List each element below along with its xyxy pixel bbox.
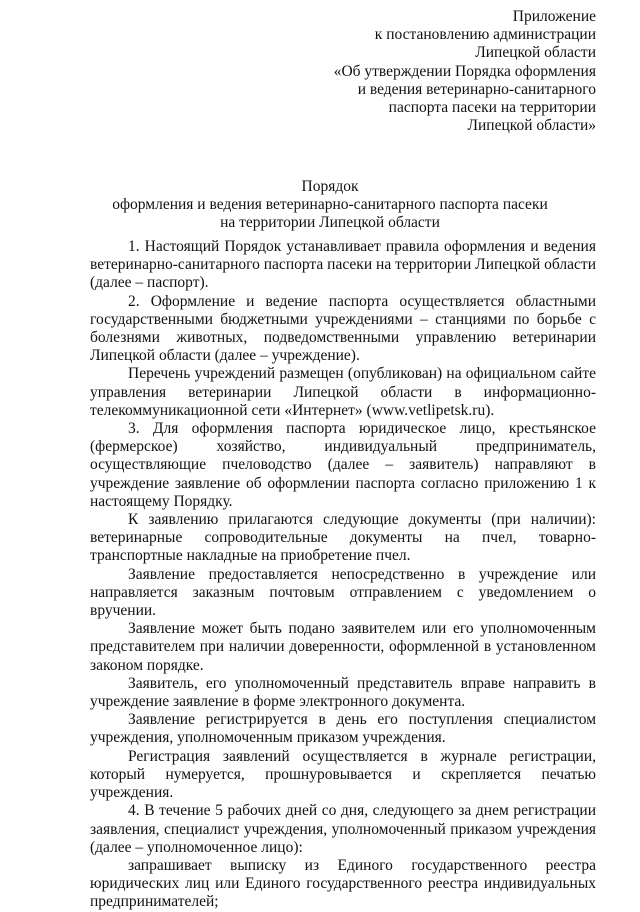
paragraph: Заявление регистрируется в день его поступления специалистом учреждения, уполномоченным приказом учреждения. [90, 711, 596, 747]
approval-line: и ведения ветеринарно-санитарного [357, 80, 596, 98]
paragraph: Перечень учреждений размещен (опубликован) на официальном сайте управления ветеринарии Липецкой области в информационно-телекоммуникационной сети «Интернет» (www.vetlipetsk.ru). [90, 365, 596, 419]
paragraph: Регистрация заявлений осуществляется в журнале регистрации, который нумеруется, прошнуровывается и скрепляется печатью учреждения. [90, 747, 596, 802]
paragraph: Заявитель, его уполномоченный представитель вправе направить в учреждение заявление в форме электронного документа. [90, 674, 596, 711]
approval-block [296, 8, 596, 135]
approval-line: «Об утверждении Порядка оформления [333, 62, 596, 80]
paragraph: К заявлению прилагаются следующие документы (при наличии): ветеринарные сопроводительные документы на пчел, товарно-транспортные накладные на приобретение пчел. [90, 511, 596, 565]
approval-line: к постановлению администрации [374, 26, 596, 44]
paragraph: 4. В течение 5 рабочих дней со дня, следующего за днем регистрации заявления, специалист учреждения, уполномоченный приказом учреждения (далее – уполномоченное лицо): [90, 802, 596, 856]
paragraph: Заявление предоставляется непосредственно в учреждение или направляется заказным почтовым отправлением с уведомлением о вручении. [90, 565, 596, 620]
document-subtitle-line: оформления и ведения ветеринарно-санитарного паспорта пасеки [112, 196, 548, 214]
document-heading [60, 178, 600, 233]
document-title: Порядок [301, 178, 359, 195]
paragraph: 3. Для оформления паспорта юридическое лицо, крестьянское (фермерское) хозяйство, индивидуальный предприниматель, осуществляющие пчеловодство (далее – заявитель) направляют в учреждение заявление об оформлении паспорта согласно приложению 1 к настоящему Порядку. [90, 420, 596, 510]
document-body [90, 238, 596, 912]
approval-line: Липецкой области» [467, 117, 596, 135]
paragraph: запрашивает выписку из Единого государственного реестра юридических лиц или Единого государственного реестра индивидуальных предпринимателей; [90, 856, 596, 911]
paragraph: Заявление может быть подано заявителем или его уполномоченным представителем при наличии доверенности, оформленной в установленном законом порядке. [90, 620, 596, 674]
paragraph: 1. Настоящий Порядок устанавливает правила оформления и ведения ветеринарно-санитарного паспорта пасеки на территории Липецкой области (далее – паспорт). [90, 238, 596, 292]
approval-line: Липецкой области [475, 44, 596, 62]
approval-line: паспорта пасеки на территории [388, 99, 596, 117]
document-subtitle-line: на территории Липецкой области [220, 214, 440, 232]
paragraph: 2. Оформление и ведение паспорта осуществляется областными государственными бюджетными учреждениями – станциями по борьбе с болезнями животных, подведомственными управлению ветеринарии Липецкой области (далее – учреждение). [90, 292, 596, 365]
approval-line: Приложение [512, 8, 596, 25]
